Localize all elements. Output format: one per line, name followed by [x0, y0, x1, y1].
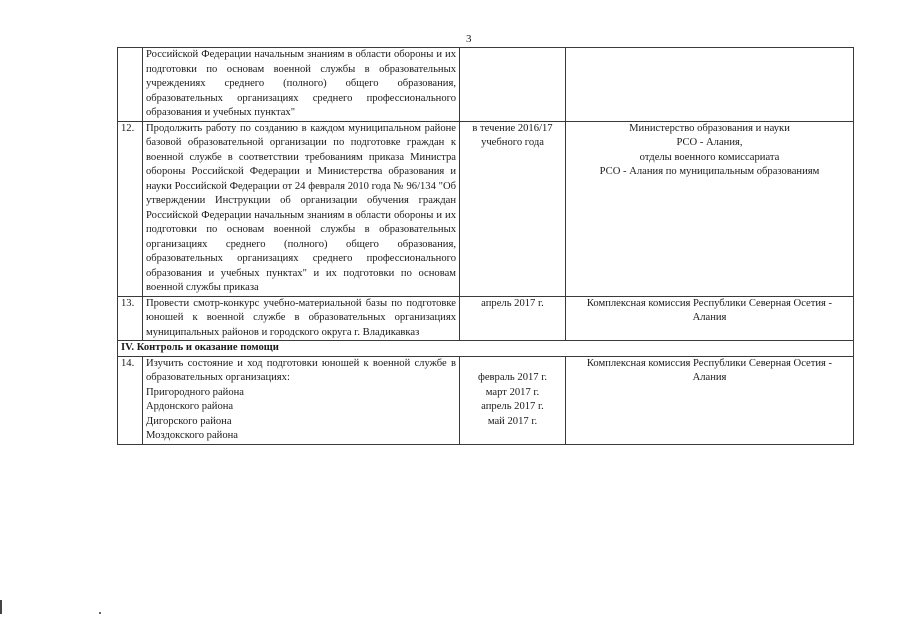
executor-line: РСО - Алания по муниципальным образованиям [599, 166, 820, 177]
table-row [118, 48, 854, 122]
term-cell: в течение 2016/17 учебного года [460, 121, 566, 296]
district-item: Моздокского района [146, 430, 238, 441]
executor-cell: Комплексная комиссия Республики Северная Осетия - Алания [566, 296, 854, 341]
table-row [118, 296, 854, 341]
term-item: март 2017 г. [485, 386, 540, 398]
scan-artifact [0, 600, 2, 614]
task-cell [143, 356, 460, 444]
district-item: Ардонского района [146, 401, 234, 412]
task-intro: Изучить состояние и ход подготовки юношей к военной службе в образовательных организациях: [146, 357, 456, 383]
row-number [118, 48, 143, 122]
row-number: 14. [118, 356, 143, 444]
executor-line: Министерство образования и науки [629, 122, 790, 134]
section-heading: IV. Контроль и оказание помощи [118, 341, 854, 357]
executor-cell [566, 121, 854, 296]
term-cell [460, 356, 566, 444]
term-item: май 2017 г. [487, 415, 538, 427]
executor-line: РСО - Алания, [676, 137, 743, 148]
table-row [118, 121, 854, 296]
row-number: 12. [118, 121, 143, 296]
term-item: апрель 2017 г. [481, 401, 544, 412]
term-item: февраль 2017 г. [477, 372, 548, 383]
plan-table [117, 47, 854, 445]
executor-cell: Комплексная комиссия Республики Северная Осетия - Алания [566, 356, 854, 444]
district-item: Дигорского района [146, 415, 232, 427]
row-number: 13. [118, 296, 143, 341]
task-cell: Российской Федерации начальным знаниям в области обороны и их подготовки по основам военной службы в образовательных учреждениях среднего (полного) общего образования, образовательных организациях среднего профессионального образования и учебных пунктах" [143, 48, 460, 122]
term-cell [460, 48, 566, 122]
task-cell: Провести смотр-конкурс учебно-материальной базы по подготовке юношей к военной службе в образовательных организациях муниципальных районов и городского округа г. Владикавказ [143, 296, 460, 341]
scan-artifact [99, 612, 101, 614]
task-cell: Продолжить работу по созданию в каждом муниципальном районе базовой образовательной организации по подготовке граждан к военной службе в соответствии требованиям приказа Министра обороны Российской Федерации и Министерства образования и науки Российской Федерации от 24 февраля 2010 года № 96/134 "Об утверждении Инструкции об организации обучения граждан Российской Федерации начальным знаниям в области обороны и их подготовки по основам военной службы в образовательных организациях среднего (полного) общего образования, образовательных организациях среднего профессионального образования и учебных пунктах" и их подготовки по основам военной службы приказа [143, 121, 460, 296]
table-row [118, 356, 854, 444]
page-number: 3 [466, 33, 472, 45]
executor-line: отделы военного комиссариата [639, 151, 780, 163]
term-cell: апрель 2017 г. [460, 296, 566, 341]
district-item: Пригородного района [146, 386, 245, 398]
section-row [118, 341, 854, 357]
executor-cell [566, 48, 854, 122]
